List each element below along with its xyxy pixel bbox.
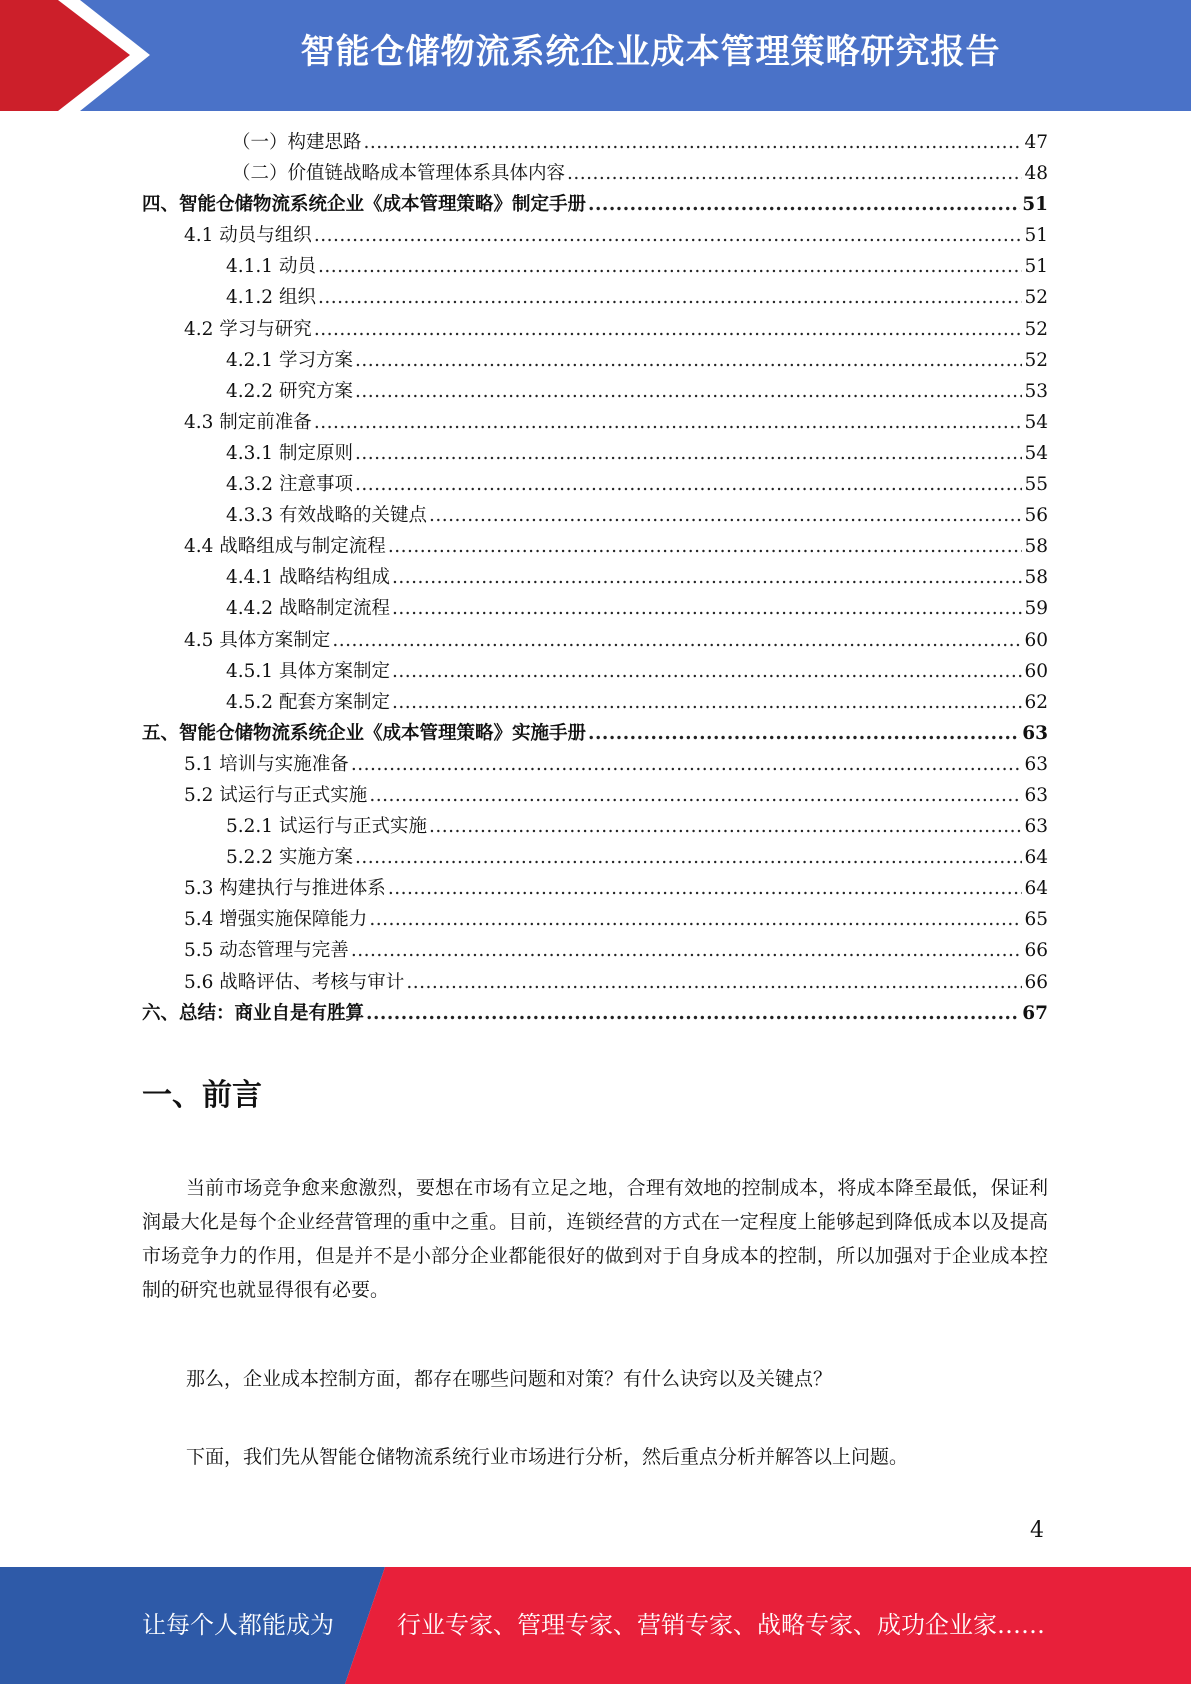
toc-dot-leader (369, 904, 1022, 935)
toc-entry-page: 67 (1022, 1002, 1048, 1024)
toc-dot-leader (314, 407, 1023, 438)
toc-dot-leader (392, 656, 1022, 687)
toc-dot-leader (392, 687, 1022, 718)
toc-dot-leader (351, 749, 1023, 780)
toc-entry[interactable] (142, 935, 1048, 966)
toc-entry-page: 54 (1024, 442, 1048, 464)
toc-entry-title: 4.4.2 战略制定流程 (226, 598, 390, 620)
toc-entry-title: 4.3.3 有效战略的关键点 (226, 505, 427, 527)
toc-entry-title: 四、智能仓储物流系统企业《成本管理策略》制定手册 (142, 194, 587, 216)
toc-entry[interactable] (142, 842, 1048, 873)
toc-entry-page: 54 (1024, 411, 1048, 433)
toc-entry-page: 51 (1022, 194, 1048, 216)
toc-entry-page: 63 (1022, 722, 1048, 744)
toc-entry[interactable] (142, 967, 1048, 998)
toc-dot-leader (369, 780, 1022, 811)
toc-entry[interactable] (142, 345, 1048, 376)
toc-dot-leader (355, 469, 1023, 500)
toc-entry-page: 55 (1024, 474, 1048, 496)
toc-entry[interactable] (142, 220, 1048, 251)
toc-entry[interactable] (142, 407, 1048, 438)
toc-dot-leader (588, 189, 1020, 220)
toc-entry-title: 4.2.2 研究方案 (226, 380, 353, 402)
body-paragraph: 下面，我们先从智能仓储物流系统行业市场进行分析，然后重点分析并解答以上问题。 (186, 1446, 909, 1468)
toc-entry-title: 5.2 试运行与正式实施 (184, 784, 368, 806)
toc-dot-leader (355, 345, 1023, 376)
toc-entry[interactable] (142, 251, 1048, 282)
toc-entry[interactable] (142, 158, 1048, 189)
toc-entry-title: 5.2.2 实施方案 (226, 847, 353, 869)
toc-entry-title: 4.3.2 注意事项 (226, 474, 353, 496)
toc-dot-leader (318, 251, 1023, 282)
toc-entry[interactable] (142, 376, 1048, 407)
toc-entry-title: 4.1.1 动员 (226, 256, 316, 278)
toc-entry[interactable] (142, 656, 1048, 687)
toc-entry-page: 62 (1024, 691, 1048, 713)
toc-entry-title: 六、总结：商业自是有胜算 (142, 1002, 365, 1024)
toc-dot-leader (314, 220, 1023, 251)
toc-entry[interactable] (142, 780, 1048, 811)
toc-entry-title: 4.5.1 具体方案制定 (226, 660, 390, 682)
toc-entry-title: 4.5 具体方案制定 (184, 629, 331, 651)
toc-entry-page: 60 (1024, 629, 1048, 651)
toc-entry-page: 65 (1024, 909, 1048, 931)
toc-entry-page: 60 (1024, 660, 1048, 682)
toc-entry-page: 56 (1024, 505, 1048, 527)
toc-entry-page: 63 (1024, 816, 1048, 838)
toc-entry[interactable] (142, 314, 1048, 345)
toc-dot-leader (355, 376, 1023, 407)
section-heading: 一、前言 (142, 1078, 262, 1113)
page-footer (0, 1567, 1191, 1684)
page-header (0, 0, 1191, 111)
body-paragraph: 那么，企业成本控制方面，都存在哪些问题和对策？有什么诀窍以及关键点？ (186, 1368, 833, 1390)
footer-slogan-right: 行业专家、管理专家、营销专家、战略专家、成功企业家…… (397, 1611, 1045, 1639)
toc-entry-page: 64 (1024, 878, 1048, 900)
toc-dot-leader (388, 531, 1023, 562)
toc-entry-title: 4.5.2 配套方案制定 (226, 691, 390, 713)
toc-entry[interactable] (142, 500, 1048, 531)
document-title: 智能仓储物流系统企业成本管理策略研究报告 (300, 32, 1001, 72)
toc-entry[interactable] (142, 469, 1048, 500)
toc-entry-page: 59 (1024, 598, 1048, 620)
toc-entry[interactable] (142, 998, 1048, 1029)
toc-entry-page: 52 (1024, 349, 1048, 371)
toc-entry-title: 4.3 制定前准备 (184, 411, 312, 433)
toc-entry[interactable] (142, 438, 1048, 469)
toc-entry-page: 51 (1024, 256, 1048, 278)
toc-dot-leader (364, 127, 1023, 158)
toc-entry[interactable] (142, 593, 1048, 624)
toc-entry[interactable] (142, 127, 1048, 158)
toc-entry-title: 5.4 增强实施保障能力 (184, 909, 368, 931)
toc-entry-title: 五、智能仓储物流系统企业《成本管理策略》实施手册 (142, 722, 587, 744)
toc-entry-page: 66 (1024, 940, 1048, 962)
toc-entry-page: 58 (1024, 536, 1048, 558)
toc-entry[interactable] (142, 811, 1048, 842)
toc-entry[interactable] (142, 718, 1048, 749)
toc-entry-page: 66 (1024, 971, 1048, 993)
footer-slogan-left: 让每个人都能成为 (142, 1611, 334, 1639)
toc-dot-leader (318, 282, 1023, 313)
toc-entry-page: 51 (1024, 225, 1048, 247)
table-of-contents (142, 127, 1048, 1029)
toc-dot-leader (392, 562, 1022, 593)
toc-entry[interactable] (142, 687, 1048, 718)
toc-dot-leader (429, 811, 1022, 842)
toc-dot-leader (406, 967, 1022, 998)
toc-entry-page: 53 (1024, 380, 1048, 402)
toc-entry-title: 4.2 学习与研究 (184, 318, 312, 340)
toc-dot-leader (429, 500, 1022, 531)
toc-dot-leader (392, 593, 1022, 624)
toc-entry-title: 4.3.1 制定原则 (226, 442, 353, 464)
toc-entry[interactable] (142, 625, 1048, 656)
toc-entry-title: 4.1.2 组织 (226, 287, 316, 309)
toc-dot-leader (366, 998, 1020, 1029)
toc-dot-leader (332, 625, 1022, 656)
toc-entry-page: 47 (1024, 132, 1048, 153)
toc-entry-title: 5.6 战略评估、考核与审计 (184, 971, 405, 993)
toc-dot-leader (355, 438, 1023, 469)
toc-entry-title: 4.4.1 战略结构组成 (226, 567, 390, 589)
toc-entry-page: 64 (1024, 847, 1048, 869)
body-paragraph: 当前市场竞争愈来愈激烈，要想在市场有立足之地，合理有效地的控制成本，将成本降至最低，保证利润最大化是每个企业经营管理的重中之重。目前，连锁经营的方式在一定程度上能够起到降低成本以及提高市场竞争力的作用，但是并不是小部分企业都能很好的做到对于自身成本的控制，所以加强对于企业成本控制的研究也就显得很有必要。 (142, 1177, 1048, 1301)
toc-entry[interactable] (142, 904, 1048, 935)
toc-entry-page: 63 (1024, 753, 1048, 775)
toc-entry-page: 58 (1024, 567, 1048, 589)
toc-entry-title: 5.1 培训与实施准备 (184, 753, 349, 775)
toc-entry[interactable] (142, 189, 1048, 220)
toc-entry-page: 52 (1024, 318, 1048, 340)
toc-entry-title: 4.4 战略组成与制定流程 (184, 536, 386, 558)
toc-entry-title: 4.2.1 学习方案 (226, 349, 353, 371)
toc-entry[interactable] (142, 282, 1048, 313)
toc-entry[interactable] (142, 749, 1048, 780)
toc-entry-title: 4.1 动员与组织 (184, 225, 312, 247)
page-number: 4 (1030, 1518, 1044, 1543)
toc-entry-page: 63 (1024, 784, 1048, 806)
toc-dot-leader (351, 935, 1023, 966)
toc-dot-leader (355, 842, 1023, 873)
toc-entry-page: 52 (1024, 287, 1048, 309)
toc-entry-title: （二）价值链战略成本管理体系具体内容 (232, 163, 566, 185)
toc-entry-title: 5.2.1 试运行与正式实施 (226, 816, 427, 838)
toc-dot-leader (388, 873, 1023, 904)
toc-entry-title: （一）构建思路 (232, 132, 362, 153)
toc-dot-leader (588, 718, 1020, 749)
toc-entry[interactable] (142, 531, 1048, 562)
toc-dot-leader (314, 314, 1023, 345)
toc-dot-leader (567, 158, 1022, 189)
toc-entry-title: 5.5 动态管理与完善 (184, 940, 349, 962)
toc-entry-title: 5.3 构建执行与推进体系 (184, 878, 386, 900)
toc-entry-page: 48 (1024, 163, 1048, 185)
toc-entry[interactable] (142, 562, 1048, 593)
toc-entry[interactable] (142, 873, 1048, 904)
